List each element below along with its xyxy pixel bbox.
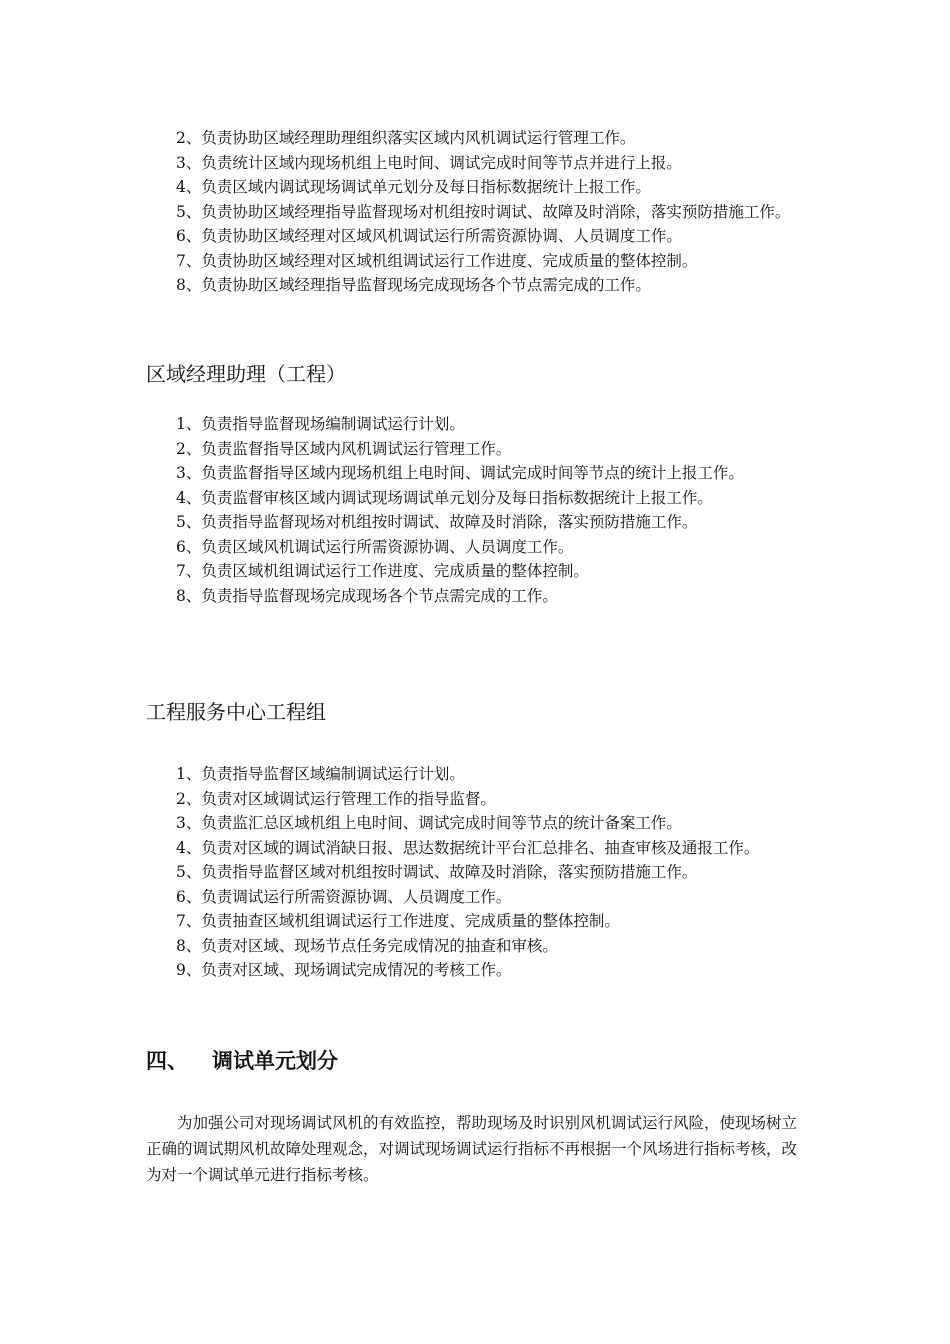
list-item: 7、负责区域机组调试运行工作进度、完成质量的整体控制。 [176, 562, 589, 580]
duty-list-engineering-group [176, 762, 816, 983]
list-item: 2、负责对区域调试运行管理工作的指导监督。 [176, 789, 496, 808]
list-item: 8、负责指导监督现场完成现场各个节点需完成的工作。 [176, 586, 558, 605]
body-paragraph: 为加强公司对现场调试风机的有效监控，帮助现场及时识别风机调试运行风险，使现场树立正确的调试期风机故障处理观念，对调试现场调试运行指标不再根据一个风场进行指标考核，改为对一个调试单元进行指标考核。 [146, 1114, 798, 1184]
list-item: 4、负责对区域的调试消缺日报、思达数据统计平台汇总排名、抽查审核及通报工作。 [176, 838, 760, 857]
list-item: 3、负责统计区域内现场机组上电时间、调试完成时间等节点并进行上报。 [176, 153, 682, 172]
list-item: 5、负责指导监督区域对机组按时调试、故障及时消除，落实预防措施工作。 [176, 863, 698, 881]
list-item: 6、负责区域风机调试运行所需资源协调、人员调度工作。 [176, 537, 574, 556]
duty-list-regional-manager-assistant [176, 412, 816, 608]
list-item: 3、负责监督指导区域内现场机组上电时间、调试完成时间等节点的统计上报工作。 [176, 464, 744, 482]
list-item: 6、负责协助区域经理对区域风机调试运行所需资源协调、人员调度工作。 [176, 227, 682, 245]
list-item: 2、负责协助区域经理助理组织落实区域内风机调试运行管理工作。 [176, 129, 636, 147]
list-item: 1、负责指导监督区域编制调试运行计划。 [176, 765, 465, 783]
list-item: 7、负责协助区域经理对区域机组调试运行工作进度、完成质量的整体控制。 [176, 251, 698, 270]
list-item: 4、负责监督审核区域内调试现场调试单元划分及每日指标数据统计上报工作。 [176, 488, 713, 507]
list-item: 2、负责监督指导区域内风机调试运行管理工作。 [176, 439, 512, 458]
heading-regional-manager-assistant: 区域经理助理（工程） [146, 362, 346, 386]
list-item: 4、负责区域内调试现场调试单元划分及每日指标数据统计上报工作。 [176, 178, 651, 196]
heading-engineering-service-center: 工程服务中心工程组 [146, 700, 326, 724]
section-title: 调试单元划分 [212, 1049, 338, 1073]
list-item: 8、负责协助区域经理指导监督现场完成现场各个节点需完成的工作。 [176, 276, 651, 294]
section-number: 四、 [146, 1049, 188, 1073]
list-item: 8、负责对区域、现场节点任务完成情况的抽查和审核。 [176, 936, 558, 955]
section-heading-debug-unit-division [146, 1046, 338, 1076]
list-item: 6、负责调试运行所需资源协调、人员调度工作。 [176, 887, 512, 906]
list-item: 9、负责对区域、现场调试完成情况的考核工作。 [176, 961, 512, 979]
list-item: 5、负责协助区域经理指导监督现场对机组按时调试、故障及时消除，落实预防措施工作。 [176, 202, 791, 221]
list-item: 5、负责指导监督现场对机组按时调试、故障及时消除，落实预防措施工作。 [176, 513, 698, 531]
list-item: 7、负责抽查区域机组调试运行工作进度、完成质量的整体控制。 [176, 912, 620, 930]
list-item: 3、负责监汇总区域机组上电时间、调试完成时间等节点的统计备案工作。 [176, 814, 682, 832]
list-item: 1、负责指导监督现场编制调试运行计划。 [176, 415, 465, 433]
duty-list-regional-assistant-helper [176, 126, 816, 298]
